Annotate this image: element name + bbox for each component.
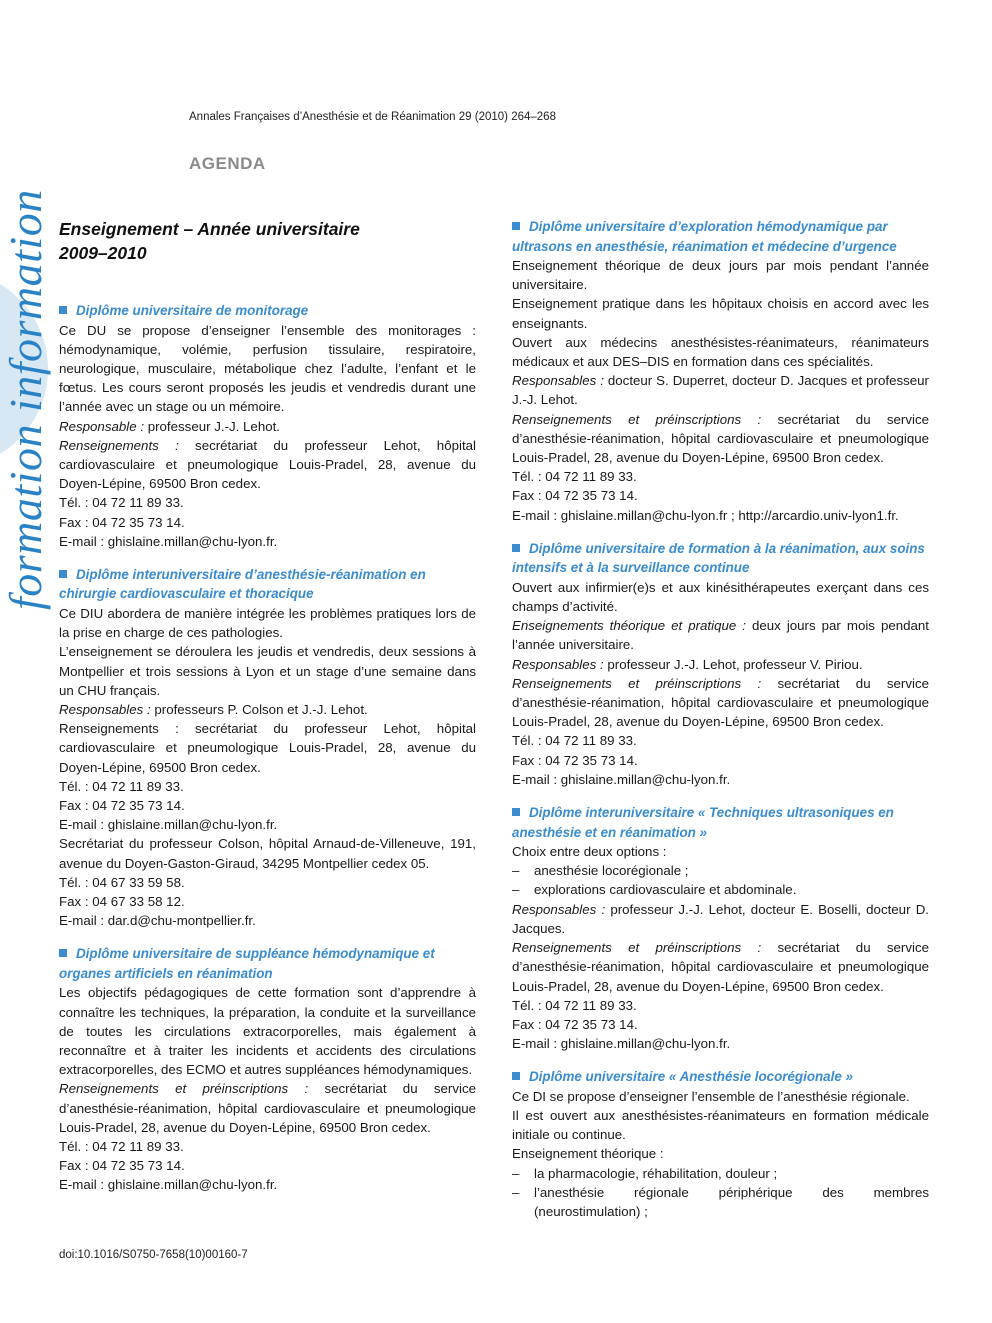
email: E-mail : dar.d@chu-montpellier.fr. (59, 913, 256, 929)
bullet-square-icon (59, 949, 67, 957)
sidebar-label-text: formation information (0, 189, 51, 610)
email: E-mail : ghislaine.millan@chu-lyon.fr. (59, 1177, 278, 1193)
journal-citation: Annales Françaises d’Anesthésie et de Réanimation 29 (2010) 264–268 (189, 111, 556, 123)
page-title: Enseignement – Année universitaire 2009–2010 (59, 219, 360, 263)
bullet-square-icon (512, 222, 520, 230)
left-column (59, 217, 476, 1209)
section-heading: Diplôme universitaire de monitorage (59, 301, 476, 321)
fax: Fax : 04 67 33 58 12. (59, 893, 185, 909)
section-heading: Diplôme universitaire de formation à la réanimation, aux soins intensifs et à la surveillance continue (512, 540, 925, 576)
list-item: – explorations cardiovasculaire et abdominale. (512, 882, 797, 898)
section-diu-techniques-ultrasoniques: Diplôme interuniversitaire « Techniques ultrasoniques en anesthésie et en réanimation » Choix entre deux options : – anesthésie locorégionale ; – explorations cardiovasculaire et abdominale. Responsables : professeur J.-J. Lehot, docteur E. Boselli, docteur D. Jacques. Renseignements et préinscriptions : secrétariat du service d’anesthésie-réanimation, hôpital cardiovasculaire et pneumologique Louis-Pradel, 28, avenue du Doyen-Lépine, 69500 Bron cedex. Tél. : 04 72 11 89 33. Fax : 04 72 35 73 14. E-mail : ghislaine.millan@chu-lyon.fr. (512, 803, 929, 1053)
phone: Tél. : 04 72 11 89 33. (59, 1139, 184, 1155)
section-du-anesthesie-locoregionale: Diplôme universitaire « Anesthésie locorégionale » Ce DI se propose d’enseigner l’ensemble de l’anesthésie régionale. Il est ouvert aux anesthésistes-réanimateurs en formation médicale initiale ou continue. Enseignement théorique : – la pharmacologie, réhabilitation, douleur ; – l’anesthésie régionale périphérique des membres (neurostimulation) ; (512, 1067, 929, 1221)
phone: Tél. : 04 72 11 89 33. (512, 469, 637, 485)
email: E-mail : ghislaine.millan@chu-lyon.fr ; http://arcardio.univ-lyon1.fr. (512, 507, 899, 523)
section-heading: Diplôme universitaire d’exploration hémodynamique par ultrasons en anesthésie, réanimation et médecine d’urgence (512, 219, 897, 254)
doi-footer: doi:10.1016/S0750-7658(10)00160-7 (59, 1249, 248, 1261)
email: E-mail : ghislaine.millan@chu-lyon.fr. (512, 1036, 731, 1052)
email: E-mail : ghislaine.millan@chu-lyon.fr. (59, 533, 278, 549)
phone: Tél. : 04 72 11 89 33. (512, 997, 637, 1013)
email: E-mail : ghislaine.millan@chu-lyon.fr. (512, 771, 731, 787)
bullet-square-icon (512, 1072, 520, 1080)
list-item: – la pharmacologie, réhabilitation, douleur ; (512, 1165, 778, 1181)
phone: Tél. : 04 72 11 89 33. (59, 778, 184, 794)
bullet-square-icon (512, 808, 520, 816)
section-heading: Diplôme universitaire de suppléance hémodynamique et organes artificiels en réanimation (59, 946, 435, 981)
fax: Fax : 04 72 35 73 14. (59, 514, 185, 530)
section-heading: Diplôme interuniversitaire d’anesthésie-réanimation en chirurgie cardiovasculaire et thoracique (59, 566, 426, 602)
section-heading: Diplôme interuniversitaire « Techniques ultrasoniques en anesthésie et en réanimation » (512, 805, 894, 840)
fax: Fax : 04 72 35 73 14. (59, 1158, 185, 1174)
section-du-exploration-hemodynamique: Diplôme universitaire d’exploration hémodynamique par ultrasons en anesthésie, réanimation et médecine d’urgence Enseignement théorique de deux jours par mois pendant l’année universitaire. Enseignement pratique dans les hôpitaux choisis en accord avec les enseignants. Ouvert aux médecins anesthésistes-réanimateurs, réanimateurs médicaux et aux DES–DIS en formation dans ces spécialités. Responsables : docteur S. Duperret, docteur D. Jacques et professeur J.-J. Lehot. Renseignements et préinscriptions : secrétariat du service d’anesthésie-réanimation, hôpital cardiovasculaire et pneumologique Louis-Pradel, 28, avenue du Doyen-Lépine, 69500 Bron cedex. Tél. : 04 72 11 89 33. Fax : 04 72 35 73 14. E-mail : ghislaine.millan@chu-lyon.fr ; http://arcardio.univ-lyon1.fr. (512, 217, 929, 525)
list-item: – l’anesthésie régionale périphérique des membres (neurostimulation) ; (512, 1184, 929, 1220)
section-du-suppleance: Diplôme universitaire de suppléance hémodynamique et organes artificiels en réanimation Les objectifs pédagogiques de cette formation sont d’apprendre à connaître les techniques, la préparation, la conduite et la surveillance de toutes les circulations extracorporelles, mais également à reconnaître et à traiter les incidents et accidents des circulations extracorporelles, des ECMO et autres suppléances hémodynamiques. Renseignements et préinscriptions : secrétariat du service d’anesthésie-réanimation, hôpital cardiovasculaire et pneumologique Louis-Pradel, 28, avenue du Doyen-Lépine, 69500 Bron cedex. Tél. : 04 72 11 89 33. Fax : 04 72 35 73 14. E-mail : ghislaine.millan@chu-lyon.fr. (59, 944, 476, 1194)
section-du-formation-reanimation: Diplôme universitaire de formation à la réanimation, aux soins intensifs et à la surveillance continue Ouvert aux infirmier(e)s et aux kinésithérapeutes exerçant dans ces champs d’activité. Enseignements théorique et pratique : deux jours par mois pendant l’année universitaire. Responsables : professeur J.-J. Lehot, professeur V. Piriou. Renseignements et préinscriptions : secrétariat du service d’anesthésie-réanimation, hôpital cardiovasculaire et pneumologique Louis-Pradel, 28, avenue du Doyen-Lépine, 69500 Bron cedex. Tél. : 04 72 11 89 33. Fax : 04 72 35 73 14. E-mail : ghislaine.millan@chu-lyon.fr. (512, 539, 929, 789)
phone: Tél. : 04 67 33 59 58. (59, 874, 185, 890)
section-du-monitorage: Diplôme universitaire de monitorage Ce DU se propose d’enseigner l’ensemble des monitorages : hémodynamique, volémie, perfusion tissulaire, respiratoire, neurologique, musculaire, métabolique chez l’adulte, l’enfant et le fœtus. Les cours seront proposés les jeudis et vendredis durant une l’année avec un stage ou un mémoire. Responsable : professeur J.-J. Lehot. Renseignements : secrétariat du professeur Lehot, hôpital cardiovasculaire et pneumologique Louis-Pradel, 28, avenue du Doyen-Lépine, 69500 Bron cedex. Tél. : 04 72 11 89 33. Fax : 04 72 35 73 14. E-mail : ghislaine.millan@chu-lyon.fr. (59, 301, 476, 551)
bullet-square-icon (512, 544, 520, 552)
bullet-square-icon (59, 570, 67, 578)
list-item: – anesthésie locorégionale ; (512, 863, 689, 879)
fax: Fax : 04 72 35 73 14. (59, 797, 185, 813)
section-heading: Diplôme universitaire « Anesthésie locorégionale » (512, 1067, 929, 1087)
email: E-mail : ghislaine.millan@chu-lyon.fr. (59, 817, 278, 833)
section-title: AGENDA (189, 154, 266, 173)
section-diu-cardio-thoracique: Diplôme interuniversitaire d’anesthésie-réanimation en chirurgie cardiovasculaire et thoracique Ce DIU abordera de manière intégrée les problèmes pratiques lors de la prise en charge de ces pathologies. L’enseignement se déroulera les jeudis et vendredis, deux sessions à Montpellier et trois sessions à Lyon et un stage d’une semaine dans un CHU français. Responsables : professeurs P. Colson et J.-J. Lehot. Renseignements : secrétariat du professeur Lehot, hôpital cardiovasculaire et pneumologique Louis-Pradel, 28, avenue du Doyen-Lépine, 69500 Bron cedex. Tél. : 04 72 11 89 33. Fax : 04 72 35 73 14. E-mail : ghislaine.millan@chu-lyon.fr. Secrétariat du professeur Colson, hôpital Arnaud-de-Villeneuve, 191, avenue du Doyen-Gaston-Giraud, 34295 Montpellier cedex 05. Tél. : 04 67 33 59 58. Fax : 04 67 33 58 12. E-mail : dar.d@chu-montpellier.fr. (59, 565, 476, 930)
bullet-square-icon (59, 306, 67, 314)
sidebar-vertical-label (0, 90, 51, 610)
fax: Fax : 04 72 35 73 14. (512, 488, 638, 504)
right-column (512, 217, 929, 1235)
phone: Tél. : 04 72 11 89 33. (512, 733, 637, 749)
phone: Tél. : 04 72 11 89 33. (59, 495, 184, 511)
fax: Fax : 04 72 35 73 14. (512, 1016, 638, 1032)
fax: Fax : 04 72 35 73 14. (512, 752, 638, 768)
